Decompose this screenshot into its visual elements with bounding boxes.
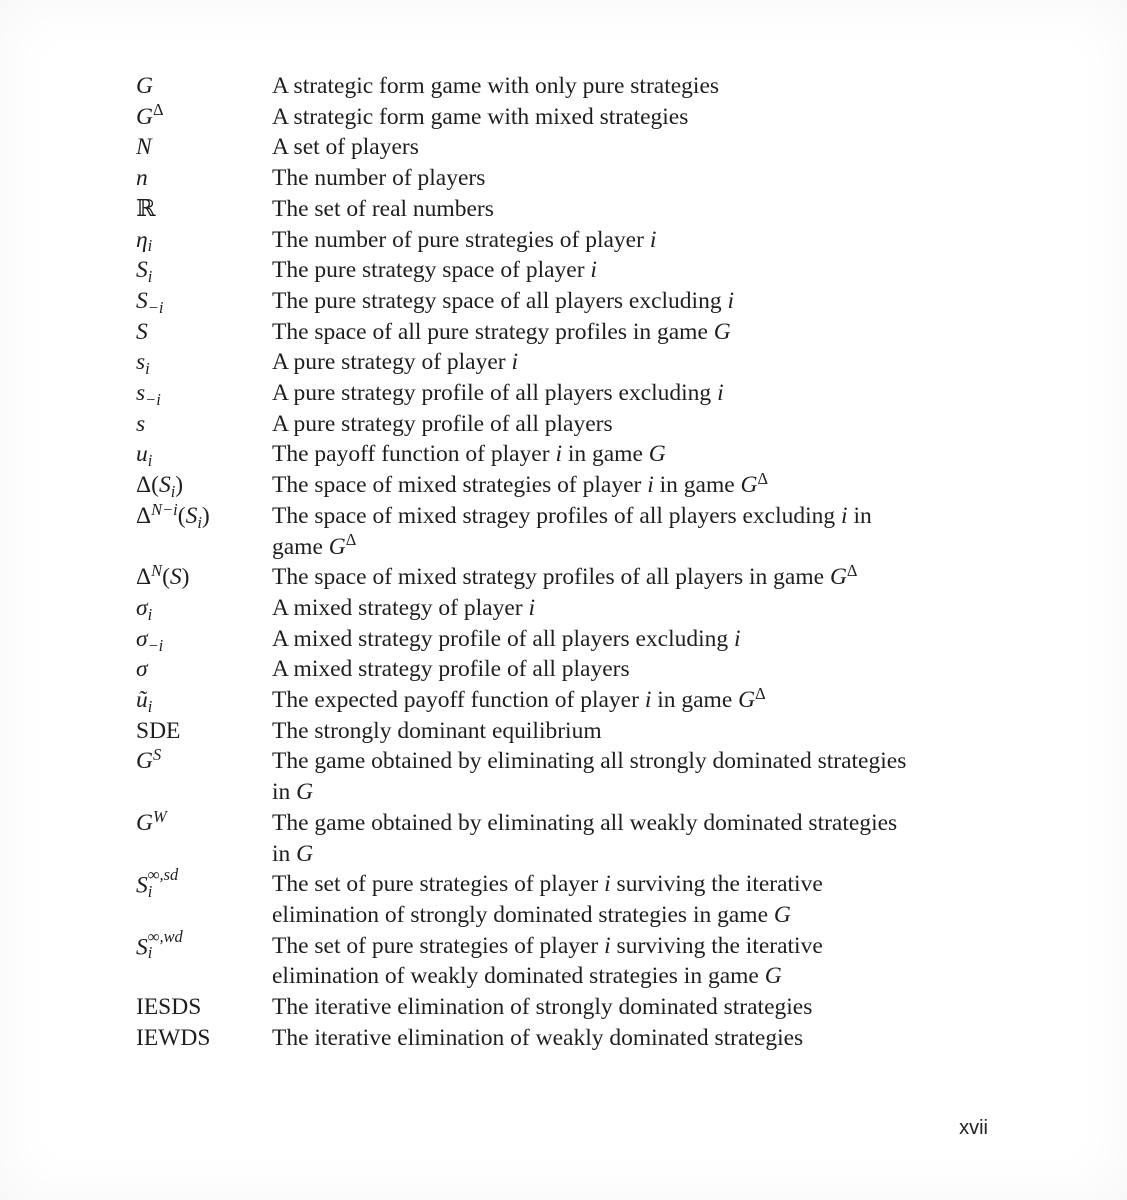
notation-symbol: N [136, 134, 152, 161]
notation-row [136, 501, 996, 562]
notation-description: The set of real numbers [272, 195, 494, 222]
notation-description: The iterative elimination of weakly dominated strategies [272, 1024, 804, 1051]
notation-symbol: $G^S$ [136, 745, 162, 775]
notation-description: The game obtained by eliminating all strongly dominated strategies in G [272, 748, 907, 806]
notation-symbol: $\Delta^{N-i}(S_i)$ [136, 499, 210, 532]
notation-symbol: S [136, 318, 148, 345]
notation-description: A mixed strategy profile of all players [272, 656, 630, 683]
notation-row [136, 746, 996, 807]
notation-symbol: $G^W$ [136, 806, 167, 836]
notation-symbol: S ∞,wd i [136, 926, 183, 963]
notation-description: A pure strategy of player i [272, 349, 519, 376]
notation-description: The space of all pure strategy profiles in game G [272, 318, 731, 345]
notation-row [136, 378, 996, 409]
notation-description: The space of mixed strategy profiles of all players in game $G^\Delta$ [272, 561, 858, 591]
notation-symbol: $ũ_i$ [136, 687, 153, 716]
notation-description: A strategic form game with only pure strategies [272, 73, 720, 99]
notation-symbol: G [136, 73, 153, 99]
notation-description: The pure strategy space of player i [272, 257, 597, 284]
notation-description: The iterative elimination of strongly dominated strategies [272, 994, 813, 1021]
notation-row [136, 685, 996, 716]
notation-row [136, 317, 996, 348]
notation-row [136, 716, 996, 747]
notation-symbol: IEWDS [136, 1024, 211, 1051]
notation-symbol: $s_i$ [136, 349, 150, 379]
notation-symbol: σ [136, 656, 148, 683]
notation-description: A mixed strategy profile of all players excluding i [272, 625, 741, 652]
notation-symbol: $\Delta(S_i)$ [136, 472, 184, 502]
notation-symbol: $G^\Delta$ [136, 100, 164, 130]
notation-row [136, 347, 996, 378]
notation-row [136, 409, 996, 440]
notation-description: The payoff function of player i in game G [272, 441, 666, 468]
notation-row [136, 654, 996, 685]
notation-symbol: ℝ [136, 195, 156, 222]
notation-row [136, 624, 996, 655]
notation-description: The space of mixed strategies of player i in game $G^\Delta$ [272, 468, 769, 499]
notation-row [136, 562, 996, 593]
notation-row [136, 71, 996, 102]
notation-description: The expected payoff function of player i in game $G^\Delta$ [272, 683, 766, 714]
notation-description: A mixed strategy of player i [272, 594, 536, 621]
notation-symbol: SDE [136, 717, 181, 744]
notation-symbol: IESDS [136, 994, 202, 1021]
notation-row [136, 926, 996, 992]
notation-row [136, 132, 996, 163]
notation-description: The number of players [272, 165, 486, 192]
notation-symbol: $S_{-i}$ [136, 287, 164, 317]
notation-description: The number of pure strategies of player i [272, 226, 657, 253]
notation-description: The game obtained by eliminating all weakly dominated strategies in G [272, 809, 898, 867]
notation-symbol: $\sigma_{-i}$ [136, 625, 164, 655]
notation-description: The space of mixed stragey profiles of all players excluding i in game $G^\Delta$ [272, 502, 872, 560]
notation-row [136, 470, 996, 501]
notation-row [136, 163, 996, 194]
notation-symbol: $u_i$ [136, 441, 153, 471]
notation-symbol: S ∞,sd i [136, 865, 179, 901]
notation-description: A set of players [272, 134, 419, 161]
notation-symbol: n [136, 165, 148, 192]
notation-description: The strongly dominant equilibrium [272, 717, 602, 744]
notation-description: A strategic form game with mixed strategies [272, 103, 689, 130]
notation-symbol: $s_{-i}$ [136, 380, 161, 409]
notation-symbol: s [136, 410, 146, 437]
notation-row [136, 992, 996, 1023]
notation-symbol: $\eta_i$ [136, 226, 153, 256]
notation-description: A pure strategy profile of all players excluding i [272, 380, 724, 407]
notation-row [136, 286, 996, 317]
notation-row [136, 808, 996, 869]
notation-symbol: $\Delta^N(S)$ [136, 561, 190, 591]
notation-description: The set of pure strategies of player i surviving the iterative elimination of strongly dominated strategies in game G [272, 871, 823, 928]
notation-row [136, 865, 996, 930]
notation-description: A pure strategy profile of all players [272, 410, 613, 437]
notation-row [136, 1023, 996, 1054]
notation-symbol: $S_i$ [136, 257, 153, 287]
notation-list [136, 71, 996, 1054]
notation-description: The set of pure strategies of player i surviving the iterative elimination of weakly dominated strategies in game G [272, 932, 823, 990]
notation-row [136, 255, 996, 286]
page-number: xvii [959, 1117, 988, 1139]
notation-description: The pure strategy space of all players excluding i [272, 287, 734, 314]
notation-row [136, 439, 996, 470]
notation-row [136, 102, 996, 133]
notation-symbol: $\sigma_i$ [136, 594, 153, 624]
notation-row [136, 593, 996, 624]
notation-row [136, 194, 996, 225]
notation-row [136, 225, 996, 256]
